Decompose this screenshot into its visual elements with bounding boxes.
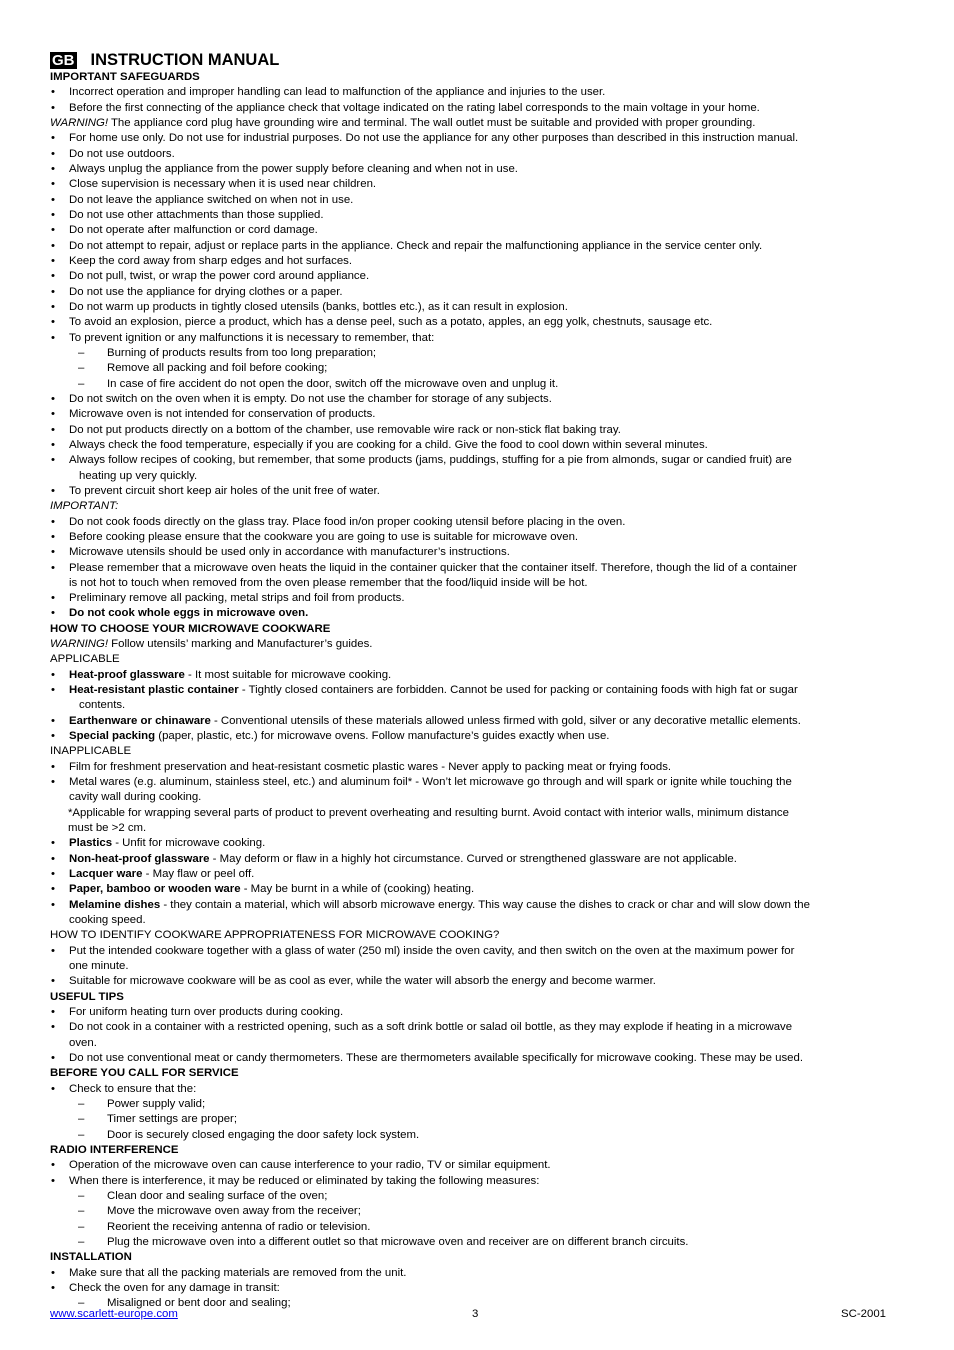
bullet-item bbox=[50, 438, 904, 453]
bullet-item bbox=[50, 1266, 904, 1281]
item-text: Check the oven for any damage in transit: bbox=[69, 1281, 280, 1294]
dash-icon: – bbox=[78, 1235, 85, 1248]
bullet-item bbox=[50, 147, 904, 162]
bullet-item-text bbox=[69, 1082, 904, 1097]
bullet-icon: • bbox=[51, 208, 55, 221]
warning-text: Follow utensils’ marking and Manufacturer’s guides. bbox=[108, 638, 373, 651]
bullet-icon: • bbox=[51, 316, 55, 329]
bullet-item bbox=[50, 315, 904, 330]
item-text: Always unplug the appliance from the power supply before cleaning and when not in use. bbox=[69, 162, 518, 175]
bullet-icon: • bbox=[51, 1281, 55, 1294]
page-number: 3 bbox=[472, 1308, 479, 1320]
item-text: Do not use other attachments than those supplied. bbox=[69, 208, 324, 221]
bullet-item-text bbox=[69, 392, 904, 407]
item-text: Put the intended cookware together with a glass of water (250 ml) inside the oven cavity, and then switch on the oven at the maximum power for bbox=[69, 944, 795, 957]
continuation-text: oven. bbox=[69, 1036, 97, 1049]
bullet-item-text bbox=[69, 668, 904, 683]
bullet-icon: • bbox=[51, 1159, 55, 1172]
dash-item-text: Remove all packing and foil before cooking; bbox=[107, 362, 328, 375]
bullet-icon: • bbox=[51, 852, 55, 865]
item-text: Do not operate after malfunction or cord damage. bbox=[69, 224, 318, 237]
bold-term: Paper, bamboo or wooden ware bbox=[69, 883, 241, 896]
dash-icon: – bbox=[78, 1189, 85, 1202]
bullet-icon: • bbox=[51, 1266, 55, 1279]
bullet-icon: • bbox=[51, 147, 55, 160]
item-text: When there is interference, it may be reduced or eliminated by taking the following measures: bbox=[69, 1174, 540, 1187]
bullet-item-text bbox=[69, 407, 904, 422]
bullet-item-text bbox=[69, 131, 904, 146]
item-text: For home use only. Do not use for industrial purposes. Do not use the appliance for any other purposes than described in this instruction manual. bbox=[69, 132, 799, 145]
bullet-icon: • bbox=[51, 1174, 55, 1187]
bullet-item bbox=[50, 867, 904, 882]
bullet-item bbox=[50, 898, 904, 929]
dash-icon: – bbox=[78, 1097, 85, 1110]
bullet-item bbox=[50, 729, 904, 744]
bullet-icon: • bbox=[51, 132, 55, 145]
section-heading: HOW TO CHOOSE YOUR MICROWAVE COOKWARE bbox=[50, 622, 331, 635]
bullet-item-text bbox=[69, 453, 904, 484]
bullet-item-text bbox=[69, 1281, 904, 1296]
term-description: - May be burnt in a while of (cooking) heating. bbox=[240, 883, 475, 896]
page-title: INSTRUCTION MANUAL bbox=[90, 51, 280, 69]
term-description: - It most suitable for microwave cooking. bbox=[184, 668, 392, 681]
warning-note bbox=[50, 637, 904, 652]
section-heading: IMPORTANT SAFEGUARDS bbox=[50, 71, 200, 83]
bullet-item-text bbox=[69, 591, 904, 606]
bullet-icon: • bbox=[51, 730, 55, 743]
bullet-icon: • bbox=[51, 1006, 55, 1019]
bullet-icon: • bbox=[51, 1021, 55, 1034]
bullet-item-text bbox=[69, 315, 904, 330]
dash-item bbox=[50, 361, 904, 376]
bullet-item bbox=[50, 254, 904, 269]
bullet-item-text bbox=[69, 836, 904, 851]
bullet-item bbox=[50, 882, 904, 897]
bullet-icon: • bbox=[51, 883, 55, 896]
bullet-item-text bbox=[69, 852, 904, 867]
bold-term: Lacquer ware bbox=[69, 868, 143, 881]
bullet-item bbox=[50, 285, 904, 300]
bullet-item-text bbox=[69, 775, 904, 806]
bullet-item-text bbox=[69, 101, 904, 116]
bullet-icon: • bbox=[51, 898, 55, 911]
bullet-item-text bbox=[69, 606, 904, 621]
warning-label: WARNING! bbox=[50, 638, 109, 651]
bullet-item-text bbox=[69, 898, 904, 929]
item-text: Before the first connecting of the appliance check that voltage indicated on the rating label corresponds to the main voltage in your home. bbox=[69, 101, 760, 114]
bullet-icon: • bbox=[51, 423, 55, 436]
item-text: Please remember that a microwave oven heats the liquid in the container quicker that the container itself. Therefore, though the lid of a container bbox=[69, 561, 797, 574]
bold-term: Heat-resistant plastic container bbox=[69, 684, 239, 697]
dash-item-text: Plug the microwave oven into a different outlet so that microwave oven and receiver are on different branch circuits. bbox=[107, 1235, 689, 1248]
item-text: Check to ensure that the: bbox=[69, 1082, 197, 1095]
dash-icon: – bbox=[78, 362, 85, 375]
bold-term: Heat-proof glassware bbox=[69, 668, 185, 681]
dash-icon: – bbox=[78, 346, 85, 359]
continuation-text: is not hot to touch when removed from the oven please remember that the food/liquid inside will be hot. bbox=[69, 576, 588, 589]
dash-icon: – bbox=[78, 1113, 85, 1126]
item-text: Always check the food temperature, especially if you are cooking for a child. Give the food to cool down within several minutes. bbox=[69, 438, 708, 451]
bullet-icon: • bbox=[51, 484, 55, 497]
item-text: Incorrect operation and improper handling can lead to malfunction of the appliance and injuries to the user. bbox=[69, 86, 606, 99]
continuation-text: cavity wall during cooking. bbox=[69, 791, 202, 804]
bullet-item-text bbox=[69, 208, 904, 223]
dash-icon: – bbox=[78, 1297, 85, 1310]
bullet-item bbox=[50, 131, 904, 146]
bullet-item bbox=[50, 1051, 904, 1066]
bullet-item-text bbox=[69, 1158, 904, 1173]
bullet-item-text bbox=[69, 561, 904, 592]
bullet-item-text bbox=[69, 944, 904, 975]
item-text: To prevent circuit short keep air holes of the unit free of water. bbox=[69, 484, 380, 497]
bullet-item bbox=[50, 101, 904, 116]
bullet-item bbox=[50, 177, 904, 192]
item-text: Metal wares (e.g. aluminum, stainless steel, etc.) and aluminum foil* - Won’t let microwave go through and will spark or ignite while touching the bbox=[69, 776, 792, 789]
item-text: For uniform heating turn over products during cooking. bbox=[69, 1006, 344, 1019]
item-text: Preliminary remove all packing, metal strips and foil from products. bbox=[69, 592, 405, 605]
bullet-item bbox=[50, 392, 904, 407]
bullet-item bbox=[50, 591, 904, 606]
bullet-item bbox=[50, 223, 904, 238]
bullet-icon: • bbox=[51, 224, 55, 237]
bold-term: Plastics bbox=[69, 837, 113, 850]
bullet-item-text bbox=[69, 1005, 904, 1020]
bullet-icon: • bbox=[51, 270, 55, 283]
term-description: (paper, plastic, etc.) for microwave ovens. Follow manufacture’s guides exactly when use. bbox=[155, 730, 610, 743]
bullet-item-text bbox=[69, 223, 904, 238]
bullet-item bbox=[50, 852, 904, 867]
bullet-icon: • bbox=[51, 1052, 55, 1064]
bullet-item-text bbox=[69, 193, 904, 208]
item-text: To prevent ignition or any malfunctions it is necessary to remember, that: bbox=[69, 331, 435, 344]
continuation-text: heating up very quickly. bbox=[79, 469, 198, 482]
bullet-item bbox=[50, 1020, 904, 1051]
term-description: - Tightly closed containers are forbidden. Cannot be used for packing or containing foods with high fat or sugar bbox=[238, 684, 798, 697]
bold-term: Non-heat-proof glassware bbox=[69, 852, 210, 865]
item-text: Suitable for microwave cookware will be as cool as ever, while the water will absorb the energy and become warmer. bbox=[69, 975, 656, 988]
dash-item bbox=[50, 1128, 904, 1143]
item-text: Microwave oven is not intended for conservation of products. bbox=[69, 408, 376, 421]
bold-text: Do not cook whole eggs in microwave oven. bbox=[69, 607, 309, 620]
bullet-item-text bbox=[69, 1020, 904, 1051]
bullet-item bbox=[50, 331, 904, 346]
item-text: Do not use outdoors. bbox=[69, 147, 175, 160]
item-text: Microwave utensils should be used only in accordance with manufacturer’s instructions. bbox=[69, 546, 510, 559]
bullet-item-text bbox=[69, 269, 904, 284]
dash-icon: – bbox=[78, 377, 85, 390]
bullet-item bbox=[50, 85, 904, 100]
bullet-item bbox=[50, 1281, 904, 1296]
item-text: Do not switch on the oven when it is empty. Do not use the chamber for storage of any subjects. bbox=[69, 392, 552, 405]
dash-item bbox=[50, 1097, 904, 1112]
subsection-label: HOW TO IDENTIFY COOKWARE APPROPRIATENESS FOR MICROWAVE COOKING? bbox=[50, 929, 500, 942]
bullet-icon: • bbox=[51, 239, 55, 252]
bullet-icon: • bbox=[51, 561, 55, 574]
item-text: Do not put products directly on a bottom of the chamber, use removable wire rack or non-stick flat baking tray. bbox=[69, 423, 621, 436]
dash-item bbox=[50, 1235, 904, 1250]
continuation-text: cooking speed. bbox=[69, 914, 146, 927]
bullet-item-text bbox=[69, 760, 904, 775]
bullet-icon: • bbox=[51, 285, 55, 298]
manual-content bbox=[50, 70, 904, 1312]
important-label: IMPORTANT: bbox=[50, 500, 119, 513]
bullet-icon: • bbox=[51, 392, 55, 405]
term-description: - May flaw or peel off. bbox=[142, 868, 255, 881]
bullet-item-text bbox=[69, 438, 904, 453]
dash-item-text: Door is securely closed engaging the door safety lock system. bbox=[107, 1128, 420, 1141]
bullet-icon: • bbox=[51, 944, 55, 957]
bullet-icon: • bbox=[51, 1082, 55, 1095]
bullet-item-text bbox=[69, 1266, 904, 1281]
bullet-icon: • bbox=[51, 776, 55, 789]
section-heading: RADIO INTERFERENCE bbox=[50, 1143, 179, 1156]
bullet-item bbox=[50, 407, 904, 422]
section-heading: USEFUL TIPS bbox=[50, 990, 124, 1003]
bullet-item-text bbox=[69, 530, 904, 545]
language-badge: GB bbox=[52, 51, 75, 69]
bullet-item-text bbox=[69, 254, 904, 269]
bullet-icon: • bbox=[51, 668, 55, 681]
bullet-item-text bbox=[69, 162, 904, 177]
continuation-text: one minute. bbox=[69, 960, 129, 973]
term-description: - Unfit for microwave cooking. bbox=[112, 837, 266, 850]
bullet-item-text bbox=[69, 239, 904, 254]
warning-note bbox=[50, 116, 904, 131]
bullet-item-text bbox=[69, 882, 904, 897]
bullet-icon: • bbox=[51, 300, 55, 313]
item-text: Do not leave the appliance switched on when not in use. bbox=[69, 193, 354, 206]
bullet-item-text bbox=[69, 1174, 904, 1189]
term-description: - they contain a material, which will absorb microwave energy. This way cause the dishes to crack or char and will slow down the bbox=[160, 898, 810, 911]
bullet-item bbox=[50, 1005, 904, 1020]
dash-item bbox=[50, 1112, 904, 1127]
bullet-item-text bbox=[69, 484, 904, 499]
bullet-icon: • bbox=[51, 438, 55, 451]
bullet-item bbox=[50, 208, 904, 223]
bullet-icon: • bbox=[51, 837, 55, 850]
section-heading: BEFORE YOU CALL FOR SERVICE bbox=[50, 1067, 239, 1080]
dash-icon: – bbox=[78, 1205, 85, 1218]
bullet-item bbox=[50, 545, 904, 560]
bullet-icon: • bbox=[51, 515, 55, 528]
dash-item bbox=[50, 1220, 904, 1235]
bullet-item bbox=[50, 300, 904, 315]
bullet-item bbox=[50, 162, 904, 177]
bullet-item bbox=[50, 484, 904, 499]
bullet-item bbox=[50, 1174, 904, 1189]
bullet-item bbox=[50, 1082, 904, 1097]
dash-item-text: Clean door and sealing surface of the oven; bbox=[107, 1189, 328, 1202]
bullet-icon: • bbox=[51, 408, 55, 421]
bullet-item bbox=[50, 239, 904, 254]
subsection-label: APPLICABLE bbox=[50, 653, 120, 666]
item-text: Do not use the appliance for drying clothes or a paper. bbox=[69, 285, 343, 298]
bullet-icon: • bbox=[51, 331, 55, 344]
note-text: *Applicable for wrapping several parts of product to prevent overheating and resulting burnt. Avoid contact with interior walls, minimum distance bbox=[68, 806, 789, 819]
bullet-item bbox=[50, 775, 904, 806]
bullet-item-text bbox=[69, 177, 904, 192]
bullet-item-text bbox=[69, 423, 904, 438]
bullet-item bbox=[50, 760, 904, 775]
bullet-item-text bbox=[69, 147, 904, 162]
item-text: Operation of the microwave oven can cause interference to your radio, TV or similar equipment. bbox=[69, 1159, 551, 1172]
item-text: Do not warm up products in tightly closed utensils (banks, bottles etc.), as it can result in explosion. bbox=[69, 300, 568, 313]
term-description: - May deform or flaw in a highly hot circumstance. Curved or strengthened glassware are not applicable. bbox=[209, 852, 737, 865]
model-number: SC-2001 bbox=[841, 1308, 886, 1320]
bullet-icon: • bbox=[51, 193, 55, 206]
dash-icon: – bbox=[78, 1220, 85, 1233]
bold-term: Melamine dishes bbox=[69, 898, 161, 911]
bullet-item bbox=[50, 193, 904, 208]
item-text: Make sure that all the packing materials are removed from the unit. bbox=[69, 1266, 407, 1279]
bullet-icon: • bbox=[51, 86, 55, 99]
bullet-item bbox=[50, 561, 904, 592]
bullet-item bbox=[50, 944, 904, 975]
dash-item-text: Misaligned or bent door and sealing; bbox=[107, 1297, 291, 1310]
bullet-item bbox=[50, 606, 904, 621]
item-text: Do not cook foods directly on the glass tray. Place food in/on proper cooking utensil before placing in the oven. bbox=[69, 515, 626, 528]
bullet-item bbox=[50, 714, 904, 729]
bullet-icon: • bbox=[51, 101, 55, 114]
bullet-item-text bbox=[69, 714, 904, 729]
dash-icon: – bbox=[78, 1128, 85, 1141]
bullet-icon: • bbox=[51, 178, 55, 191]
dash-item bbox=[50, 1189, 904, 1204]
bullet-item bbox=[50, 836, 904, 851]
manual-page bbox=[50, 50, 904, 1312]
bullet-item-text bbox=[69, 545, 904, 560]
bullet-item-text bbox=[69, 285, 904, 300]
bullet-icon: • bbox=[51, 975, 55, 988]
bullet-item bbox=[50, 515, 904, 530]
subsection-label: INAPPLICABLE bbox=[50, 745, 132, 758]
item-text: To avoid an explosion, pierce a product, which has a dense peel, such as a potato, apples, an egg yolk, chestnuts, sausage etc. bbox=[69, 316, 713, 329]
dash-item-text: Timer settings are proper; bbox=[107, 1113, 237, 1126]
bullet-item-text bbox=[69, 515, 904, 530]
bullet-icon: • bbox=[51, 530, 55, 543]
bullet-item-text bbox=[69, 729, 904, 744]
dash-item-text: In case of fire accident do not open the door, switch off the microwave oven and unplug it. bbox=[107, 377, 559, 390]
dash-item-text: Power supply valid; bbox=[107, 1097, 206, 1110]
bullet-item bbox=[50, 668, 904, 683]
bullet-item-text bbox=[69, 331, 904, 346]
item-text: Before cooking please ensure that the cookware you are going to use is suitable for microwave oven. bbox=[69, 530, 579, 543]
bullet-icon: • bbox=[51, 868, 55, 881]
bullet-item bbox=[50, 530, 904, 545]
bullet-item bbox=[50, 683, 904, 714]
bullet-icon: • bbox=[51, 454, 55, 467]
bullet-item bbox=[50, 453, 904, 484]
bullet-icon: • bbox=[51, 760, 55, 773]
dash-item-text: Reorient the receiving antenna of radio or television. bbox=[107, 1220, 371, 1233]
item-text: Do not use conventional meat or candy thermometers. These are thermometers available specifically for microwave cooking. These may be used. bbox=[69, 1052, 803, 1064]
bullet-icon: • bbox=[51, 254, 55, 267]
dash-item-text: Burning of products results from too long preparation; bbox=[107, 346, 377, 359]
item-text: Film for freshment preservation and heat-resistant cosmetic plastic wares - Never apply to packing meat or frying foods. bbox=[69, 760, 672, 773]
bullet-icon: • bbox=[51, 607, 55, 620]
item-text: Keep the cord away from sharp edges and hot surfaces. bbox=[69, 254, 353, 267]
bullet-item bbox=[50, 269, 904, 284]
continuation-text: contents. bbox=[79, 699, 126, 712]
section-heading: INSTALLATION bbox=[50, 1251, 132, 1264]
website-link[interactable]: www.scarlett-europe.com bbox=[50, 1308, 178, 1320]
term-description: - Conventional utensils of these materials allowed unless firmed with gold, silver or any decorative metallic elements. bbox=[210, 714, 801, 727]
bullet-icon: • bbox=[51, 162, 55, 175]
bullet-icon: • bbox=[51, 546, 55, 559]
bullet-item bbox=[50, 423, 904, 438]
bold-term: Special packing bbox=[69, 730, 156, 743]
dash-item bbox=[50, 1204, 904, 1219]
bullet-icon: • bbox=[51, 592, 55, 605]
bullet-item bbox=[50, 1158, 904, 1173]
bullet-item-text bbox=[69, 974, 904, 989]
item-text: Do not cook in a container with a restricted opening, such as a soft drink bottle or salad oil bottle, as they may explode if heating in a microwave bbox=[69, 1021, 793, 1034]
bullet-item-text bbox=[69, 1051, 904, 1066]
bullet-item-text bbox=[69, 300, 904, 315]
item-text: Do not attempt to repair, adjust or replace parts in the appliance. Check and repair the malfunctioning appliance in the service center only. bbox=[69, 239, 763, 252]
warning-label: WARNING! bbox=[50, 116, 109, 129]
bullet-item-text bbox=[69, 683, 904, 714]
item-text: Do not pull, twist, or wrap the power cord around appliance. bbox=[69, 270, 370, 283]
manual-title bbox=[50, 50, 904, 70]
note-text: must be >2 cm. bbox=[68, 822, 147, 835]
bullet-item bbox=[50, 974, 904, 989]
bullet-icon: • bbox=[51, 684, 55, 697]
item-text: Close supervision is necessary when it is used near children. bbox=[69, 178, 377, 191]
item-text: Always follow recipes of cooking, but remember, that some products (jams, puddings, stuffing for a pie from almonds, sugar or candied fruit) are bbox=[69, 454, 792, 467]
dash-item bbox=[50, 377, 904, 392]
bullet-item-text bbox=[69, 85, 904, 100]
warning-text: The appliance cord plug have grounding wire and terminal. The wall outlet must be suitable and provided with proper grounding. bbox=[108, 116, 756, 129]
bold-term: Earthenware or chinaware bbox=[69, 714, 211, 727]
bullet-item-text bbox=[69, 867, 904, 882]
dash-item-text: Move the microwave oven away from the receiver; bbox=[107, 1205, 361, 1218]
bullet-icon: • bbox=[51, 714, 55, 727]
dash-item bbox=[50, 346, 904, 361]
